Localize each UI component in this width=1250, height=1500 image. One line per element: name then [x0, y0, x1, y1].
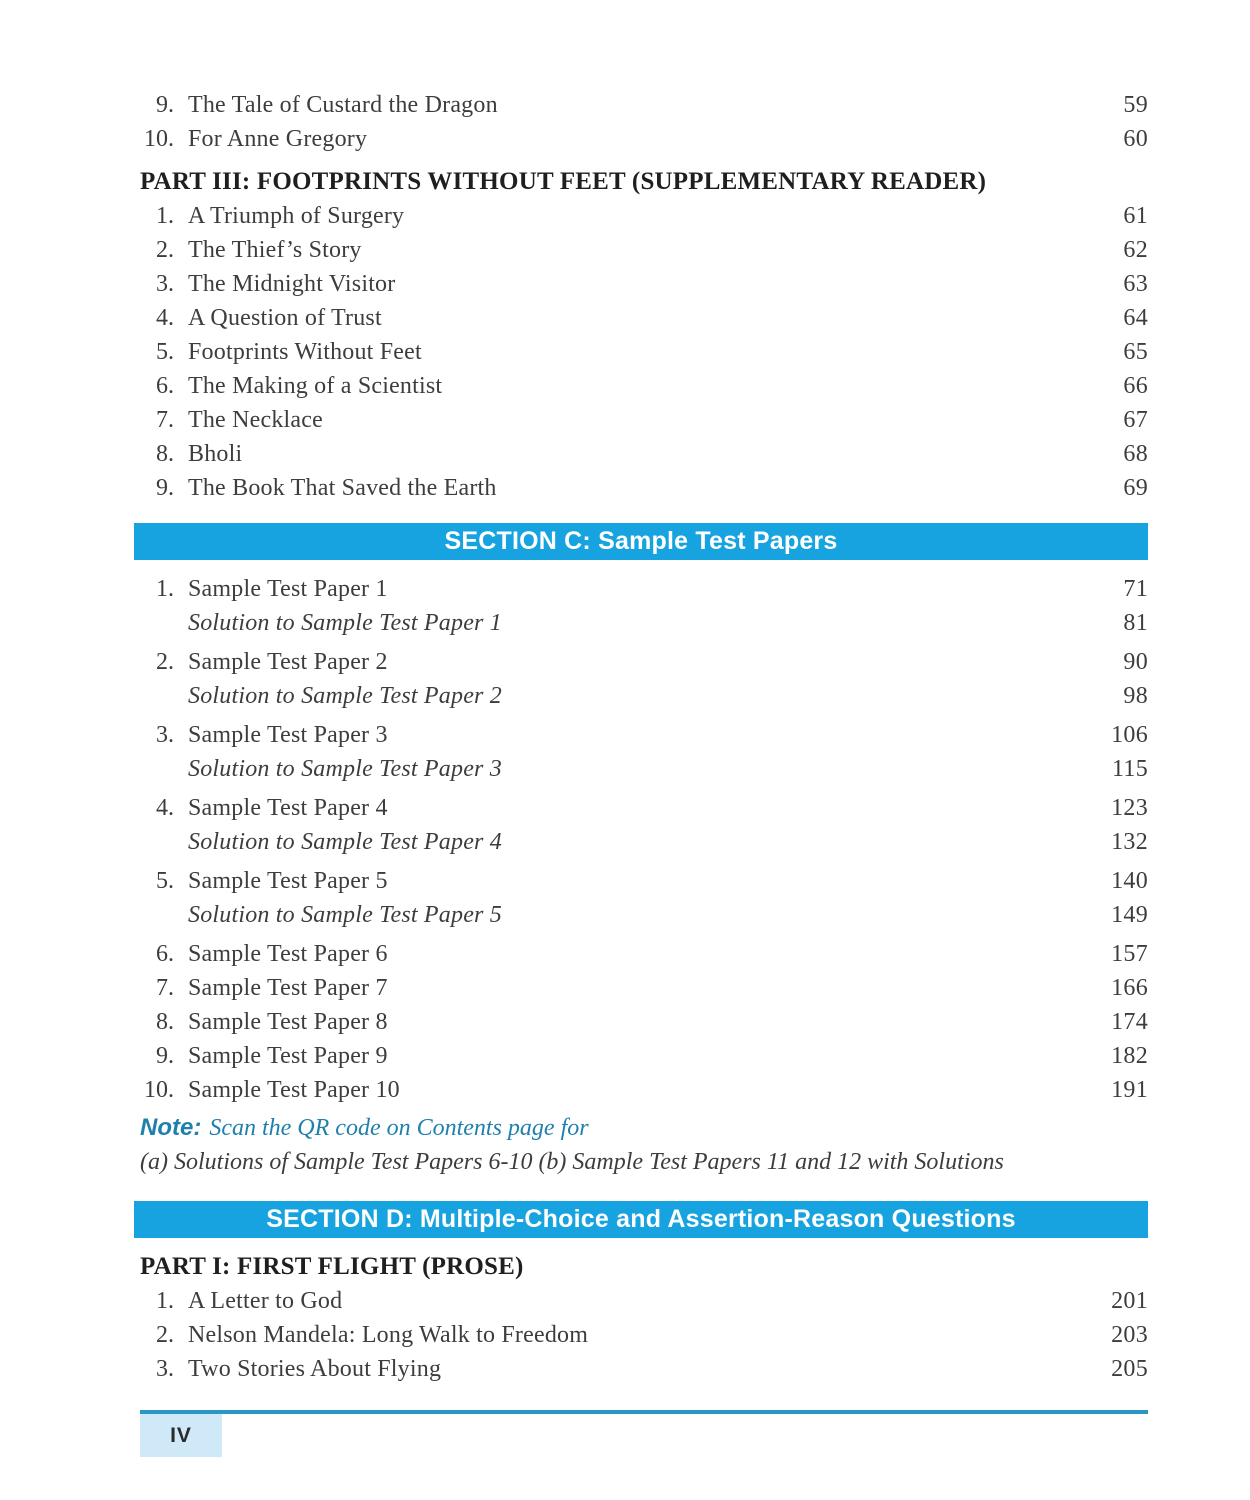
item-title: The Necklace — [188, 407, 323, 433]
item-title: Sample Test Paper 9 — [188, 1043, 388, 1069]
item-number: 5. — [156, 339, 174, 365]
sub-item-title: Solution to Sample Test Paper 1 — [188, 610, 502, 636]
item-title: For Anne Gregory — [188, 126, 368, 152]
item-number: 3. — [156, 1356, 174, 1382]
sub-item-page-number: 98 — [1123, 683, 1148, 709]
toc-row — [140, 1005, 1148, 1039]
item-title: A Triumph of Surgery — [188, 203, 405, 229]
sub-item-page-number: 132 — [1111, 829, 1148, 855]
item-number: 2. — [156, 1322, 174, 1348]
item-page-number: 201 — [1111, 1288, 1148, 1314]
item-page-number: 123 — [1111, 795, 1148, 821]
item-title: Sample Test Paper 2 — [188, 649, 388, 675]
item-number: 3. — [156, 722, 174, 748]
toc-row — [140, 1352, 1148, 1386]
item-page-number: 64 — [1123, 305, 1148, 331]
item-page-number: 63 — [1123, 271, 1148, 297]
note-text: Scan the QR code on Contents page for — [209, 1115, 589, 1141]
item-page-number: 71 — [1123, 576, 1148, 602]
item-number: 10. — [144, 126, 174, 152]
toc-sub-row — [140, 679, 1148, 713]
toc-row — [140, 471, 1148, 505]
toc-row — [140, 301, 1148, 335]
item-title: Two Stories About Flying — [188, 1356, 442, 1382]
toc-row — [140, 971, 1148, 1005]
item-number: 8. — [156, 1009, 174, 1035]
toc-row — [140, 335, 1148, 369]
toc-row — [140, 369, 1148, 403]
item-page-number: 140 — [1111, 868, 1148, 894]
item-page-number: 205 — [1111, 1356, 1148, 1382]
item-number: 8. — [156, 441, 174, 467]
note-continuation-line: (a) Solutions of Sample Test Papers 6-10 (b) Sample Test Papers 11 and 12 with Solutions — [140, 1149, 1004, 1175]
item-number: 1. — [156, 576, 174, 602]
item-title: Nelson Mandela: Long Walk to Freedom — [188, 1322, 589, 1348]
item-page-number: 90 — [1123, 649, 1148, 675]
section-banner: SECTION C: Sample Test Papers — [134, 523, 1148, 560]
item-number: 3. — [156, 271, 174, 297]
part-heading: PART I: FIRST FLIGHT (PROSE) — [140, 1253, 524, 1280]
toc-sub-row — [140, 752, 1148, 786]
item-title: Sample Test Paper 3 — [188, 722, 388, 748]
item-number: 4. — [156, 305, 174, 331]
item-number: 9. — [156, 92, 174, 118]
item-title: The Midnight Visitor — [188, 271, 396, 297]
item-page-number: 65 — [1123, 339, 1148, 365]
toc-row — [140, 267, 1148, 301]
item-page-number: 66 — [1123, 373, 1148, 399]
item-number: 2. — [156, 649, 174, 675]
item-title: Sample Test Paper 8 — [188, 1009, 388, 1035]
page-number-box — [140, 1414, 222, 1457]
toc-row — [140, 122, 1148, 156]
sub-item-page-number: 149 — [1111, 902, 1148, 928]
sub-item-page-number: 115 — [1111, 756, 1148, 782]
item-title: Bholi — [188, 441, 243, 467]
toc-sub-row — [140, 825, 1148, 859]
note-prefix: Note: — [140, 1114, 202, 1141]
page-number-label: IV — [170, 1423, 192, 1447]
item-number: 4. — [156, 795, 174, 821]
toc-row — [140, 572, 1148, 606]
item-page-number: 68 — [1123, 441, 1148, 467]
toc-row — [140, 937, 1148, 971]
item-number: 2. — [156, 237, 174, 263]
toc-row — [140, 1318, 1148, 1352]
sub-item-page-number: 81 — [1123, 610, 1148, 636]
item-page-number: 182 — [1111, 1043, 1148, 1069]
item-page-number: 69 — [1123, 475, 1148, 501]
toc-row — [140, 791, 1148, 825]
sub-item-title: Solution to Sample Test Paper 3 — [188, 756, 502, 782]
part-heading: PART III: FOOTPRINTS WITHOUT FEET (SUPPLEMENTARY READER) — [140, 168, 987, 195]
item-title: Sample Test Paper 5 — [188, 868, 388, 894]
toc-sub-row — [140, 898, 1148, 932]
item-number: 5. — [156, 868, 174, 894]
item-page-number: 174 — [1111, 1009, 1148, 1035]
toc-row — [140, 437, 1148, 471]
sub-item-title: Solution to Sample Test Paper 2 — [188, 683, 502, 709]
item-number: 7. — [156, 975, 174, 1001]
item-number: 10. — [144, 1077, 174, 1103]
item-page-number: 67 — [1123, 407, 1148, 433]
item-title: Sample Test Paper 6 — [188, 941, 388, 967]
item-title: Sample Test Paper 4 — [188, 795, 388, 821]
item-title: The Tale of Custard the Dragon — [188, 92, 498, 118]
item-number: 6. — [156, 373, 174, 399]
footer-divider — [140, 1410, 1148, 1414]
item-title: Sample Test Paper 7 — [188, 975, 388, 1001]
toc-row — [140, 403, 1148, 437]
item-page-number: 191 — [1111, 1077, 1148, 1103]
item-number: 9. — [156, 475, 174, 501]
item-page-number: 166 — [1111, 975, 1148, 1001]
item-page-number: 106 — [1111, 722, 1148, 748]
item-page-number: 60 — [1123, 126, 1148, 152]
item-number: 9. — [156, 1043, 174, 1069]
item-title: Sample Test Paper 10 — [188, 1077, 400, 1103]
item-page-number: 203 — [1111, 1322, 1148, 1348]
toc-row — [140, 233, 1148, 267]
item-page-number: 62 — [1123, 237, 1148, 263]
item-page-number: 59 — [1123, 92, 1148, 118]
toc-row — [140, 645, 1148, 679]
item-title: The Book That Saved the Earth — [188, 475, 497, 501]
toc-row — [140, 88, 1148, 122]
toc-row — [140, 718, 1148, 752]
item-number: 1. — [156, 203, 174, 229]
item-title: A Letter to God — [188, 1288, 343, 1314]
item-title: The Thief’s Story — [188, 237, 362, 263]
toc-row — [140, 1073, 1148, 1107]
item-number: 6. — [156, 941, 174, 967]
item-number: 7. — [156, 407, 174, 433]
sub-item-title: Solution to Sample Test Paper 5 — [188, 902, 502, 928]
note-line — [140, 1111, 1148, 1145]
item-number: 1. — [156, 1288, 174, 1314]
item-page-number: 157 — [1111, 941, 1148, 967]
toc-row — [140, 864, 1148, 898]
item-title: The Making of a Scientist — [188, 373, 443, 399]
toc-row — [140, 1284, 1148, 1318]
toc-row — [140, 1039, 1148, 1073]
toc-row — [140, 199, 1148, 233]
item-title: A Question of Trust — [188, 305, 382, 331]
toc-sub-row — [140, 606, 1148, 640]
sub-item-title: Solution to Sample Test Paper 4 — [188, 829, 502, 855]
section-banner: SECTION D: Multiple-Choice and Assertion-Reason Questions — [134, 1201, 1148, 1238]
item-title: Footprints Without Feet — [188, 339, 422, 365]
item-title: Sample Test Paper 1 — [188, 576, 388, 602]
item-page-number: 61 — [1123, 203, 1148, 229]
